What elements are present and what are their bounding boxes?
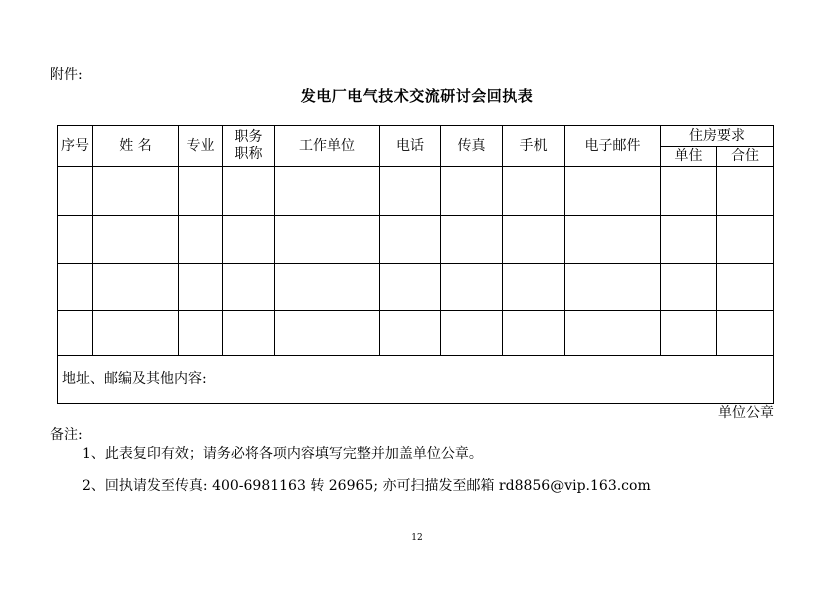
table-cell[interactable] (441, 311, 503, 356)
notes-label: 备注: (50, 427, 83, 443)
col-header-mobile: 手机 (503, 126, 565, 167)
table-cell[interactable] (93, 167, 179, 216)
table-cell[interactable] (93, 216, 179, 264)
col-header-housing-single: 单住 (661, 147, 717, 167)
col-header-phone: 电话 (380, 126, 441, 167)
table-cell[interactable] (717, 216, 774, 264)
table-cell[interactable] (179, 311, 223, 356)
table-cell[interactable] (717, 167, 774, 216)
table-cell[interactable] (441, 264, 503, 311)
table-cell[interactable] (179, 216, 223, 264)
address-other-label: 地址、邮编及其他内容: (62, 371, 207, 388)
table-cell[interactable] (223, 311, 275, 356)
table-cell[interactable] (565, 216, 661, 264)
table-cell[interactable] (441, 216, 503, 264)
table-cell[interactable] (441, 167, 503, 216)
table-cell[interactable] (717, 264, 774, 311)
table-cell[interactable] (179, 167, 223, 216)
table-cell[interactable] (661, 311, 717, 356)
table-cell[interactable] (58, 311, 93, 356)
table-cell[interactable] (223, 167, 275, 216)
table-row (58, 216, 774, 264)
table-cell[interactable] (58, 216, 93, 264)
table-cell[interactable] (565, 264, 661, 311)
table-cell[interactable] (58, 167, 93, 216)
table-cell[interactable] (565, 311, 661, 356)
attachment-label: 附件: (50, 67, 83, 83)
table-cell[interactable] (717, 311, 774, 356)
table-cell[interactable] (223, 264, 275, 311)
table-cell[interactable] (275, 264, 380, 311)
col-header-fax: 传真 (441, 126, 503, 167)
col-header-position-line1: 职务 (234, 129, 263, 146)
table-row (58, 264, 774, 311)
address-other-field[interactable] (58, 356, 774, 404)
note-item: 2、回执请发至传真: 400-6981163 转 26965; 亦可扫描发至邮箱 rd8856@vip.163.com (82, 478, 651, 494)
page-number: 12 (411, 533, 423, 543)
table-cell[interactable] (503, 264, 565, 311)
col-header-housing-shared: 合住 (717, 147, 774, 167)
table-cell[interactable] (380, 264, 441, 311)
table-cell[interactable] (661, 167, 717, 216)
table-cell[interactable] (380, 216, 441, 264)
table-cell[interactable] (503, 216, 565, 264)
table-cell[interactable] (93, 311, 179, 356)
col-header-name: 姓 名 (93, 126, 179, 167)
unit-seal-label: 单位公章 (718, 405, 774, 421)
table-cell[interactable] (58, 264, 93, 311)
table-cell[interactable] (275, 216, 380, 264)
col-header-work-unit: 工作单位 (275, 126, 380, 167)
col-header-position (223, 126, 275, 167)
col-header-email: 电子邮件 (565, 126, 661, 167)
form-title: 发电厂电气技术交流研讨会回执表 (300, 87, 534, 105)
table-cell[interactable] (661, 216, 717, 264)
col-header-housing: 住房要求 (661, 126, 774, 147)
col-header-seq: 序号 (58, 126, 93, 167)
col-header-position-line2: 职称 (234, 146, 263, 162)
table-cell[interactable] (503, 167, 565, 216)
note-item: 1、此表复印有效；请务必将各项内容填写完整并加盖单位公章。 (82, 446, 483, 462)
table-row (58, 311, 774, 356)
table-cell[interactable] (380, 167, 441, 216)
registration-table (57, 125, 774, 404)
table-cell[interactable] (275, 167, 380, 216)
table-cell[interactable] (275, 311, 380, 356)
table-cell[interactable] (223, 216, 275, 264)
table-cell[interactable] (93, 264, 179, 311)
table-row (58, 167, 774, 216)
table-cell[interactable] (503, 311, 565, 356)
table-cell[interactable] (179, 264, 223, 311)
table-cell[interactable] (380, 311, 441, 356)
table-cell[interactable] (661, 264, 717, 311)
col-header-major: 专业 (179, 126, 223, 167)
table-cell[interactable] (565, 167, 661, 216)
